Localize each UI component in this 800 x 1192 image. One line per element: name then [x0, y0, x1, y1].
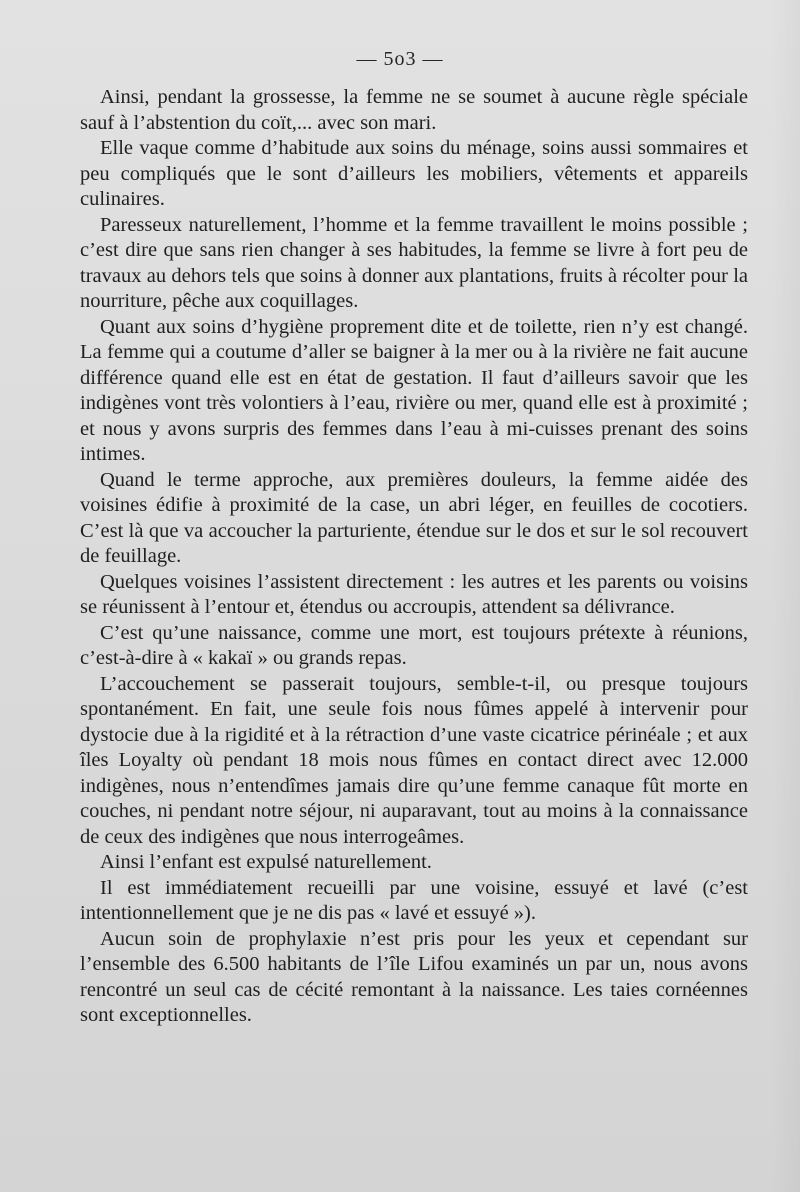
- paragraph-3: Paresseux naturellement, l’homme et la femme travaillent le moins possible ; c’est dire que sans rien changer à ses habitudes, la femme se livre à fort peu de travaux au dehors tels que soins à donner aux plantations, fruits à récolter pour la nourriture, pêche aux coquillages.: [80, 213, 748, 312]
- body-text: [80, 85, 748, 1029]
- paragraph-1: Ainsi, pendant la grossesse, la femme ne se soumet à aucune règle spéciale sauf à l’abstention du coït,... avec son mari.: [80, 86, 748, 134]
- paragraph-7: C’est qu’une naissance, comme une mort, est toujours prétexte à réunions, c’est-à-dire à « kakaï » ou grands repas.: [80, 621, 748, 669]
- paragraph-10: Il est immédiatement recueilli par une voisine, essuyé et lavé (c’est intentionnellement que je ne dis pas « lavé et essuyé »).: [80, 876, 748, 924]
- page-edge-shadow: [770, 0, 800, 1192]
- paragraph-6: Quelques voisines l’assistent directement : les autres et les parents ou voisins se réunissent à l’entour et, étendus ou accroupis, attendent sa délivrance.: [80, 570, 748, 618]
- paragraph-4: Quant aux soins d’hygiène proprement dite et de toilette, rien n’y est changé. La femme qui a coutume d’aller se baigner à la mer ou à la rivière ne fait aucune différence quand elle est en état de gestation. Il faut d’ailleurs savoir que les indigènes vont très volontiers à l’eau, rivière ou mer, quand elle est à proximité ; et nous y avons surpris des femmes dans l’eau à mi-cuisses prenant des soins intimes.: [80, 315, 748, 465]
- paragraph-8: L’accouchement se passerait toujours, semble-t-il, ou presque toujours spontanément. En fait, une seule fois nous fûmes appelé à intervenir pour dystocie due à la rigidité et à la rétraction d’une vaste cicatrice périnéale ; et aux îles Loyalty où pendant 18 mois nous fûmes en contact direct avec 12.000 indigènes, nous n’entendîmes jamais dire qu’une femme canaque fût morte en couches, ni pendant notre séjour, ni auparavant, tout au moins à la connaissance de ceux des indigènes que nous interrogeâmes.: [80, 672, 748, 848]
- paragraph-2: Elle vaque comme d’habitude aux soins du ménage, soins aussi sommaires et peu compliqués que le sont d’ailleurs les mobiliers, vêtements et appareils culinaires.: [80, 137, 748, 210]
- paragraph-9: Ainsi l’enfant est expulsé naturellement.: [100, 851, 432, 873]
- paragraph-5: Quand le terme approche, aux premières douleurs, la femme aidée des voisines édifie à proximité de la case, un abri léger, en feuilles de cocotiers. C’est là que va accoucher la parturiente, étendue sur le dos et sur le sol recouvert de feuillage.: [80, 468, 748, 567]
- page-number: — 5o3 —: [356, 48, 444, 70]
- paragraph-11: Aucun soin de prophylaxie n’est pris pour les yeux et cependant sur l’ensemble des 6.500 habitants de l’île Lifou examinés un par un, nous avons rencontré un seul cas de cécité remontant à la naissance. Les taies cornéennes sont exceptionnelles.: [80, 927, 748, 1026]
